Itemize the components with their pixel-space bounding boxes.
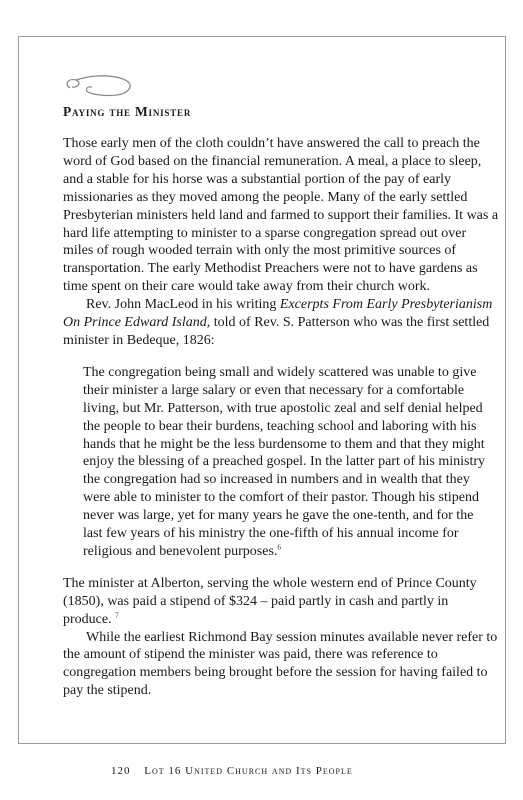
paragraph-3-text: The minister at Alberton, serving the whole western end of Prince County (1850), was paid a stipend of $324 – paid partly in cash and partly in produce. [63, 575, 477, 627]
footnote-marker-6: 6 [277, 543, 281, 552]
paragraph-2 [63, 296, 499, 350]
swash-ornament-icon [60, 72, 140, 100]
paragraph-4: While the earliest Richmond Bay session minutes available never refer to the amount of stipend the minister was paid, there was reference to congregation members being brought before the session for having failed to pay the stipend. [63, 629, 498, 699]
body-text [63, 135, 499, 700]
paragraph-3 [63, 575, 499, 629]
page-footer [111, 765, 353, 777]
cited-work-title: Excerpts From Early Presbyterianism On Prince Edward Island, [63, 297, 493, 331]
footnote-marker-7: 7 [115, 611, 119, 619]
block-quote-text: The congregation being small and widely scattered was unable to give their minister a large salary or even that necessary for a comfortable living, but Mr. Patterson, with true apostolic zeal and self denial helped the people to bear their burdens, teaching school and laboring with his hands that he might be the less burdensome to them and that they might enjoy the blessing of a preached gospel. In the latter part of his ministry the congregation had so increased in numbers and in wealth that they were able to minister to the comfort of their pastor. Though his stipend never was large, yet for many years he gave the one-tenth, and for the last few years of his ministry the one-fifth of his annual income for religious and benevolent purposes. [83, 364, 486, 559]
page-number: 120 [111, 765, 131, 777]
section-heading: Paying the Minister [63, 104, 192, 119]
paragraph-2-rest: told of Rev. S. Patterson who was the first settled minister in Bedeque, 1826: [63, 315, 490, 348]
paragraph-1: Those early men of the cloth couldn’t have answered the call to preach the word of God based on the financial remuneration. A meal, a place to sleep, and a stable for his horse was a substantial portion of the pay of early missionaries as they moved among the people. Many of the early settled Presbyterian ministers held land and farmed to support their families. It was a hard life attempting to minister to a sparse congregation spread out over miles of rough wooded terrain with only the most primitive sources of transportation. The early Methodist Preachers were not to have gardens as time spent on their care would take away from their church work. [63, 136, 499, 295]
running-title: Lot 16 United Church and Its People [144, 765, 353, 777]
block-quote [83, 364, 485, 561]
paragraph-2-intro: Rev. John MacLeod in his writing [86, 297, 280, 313]
